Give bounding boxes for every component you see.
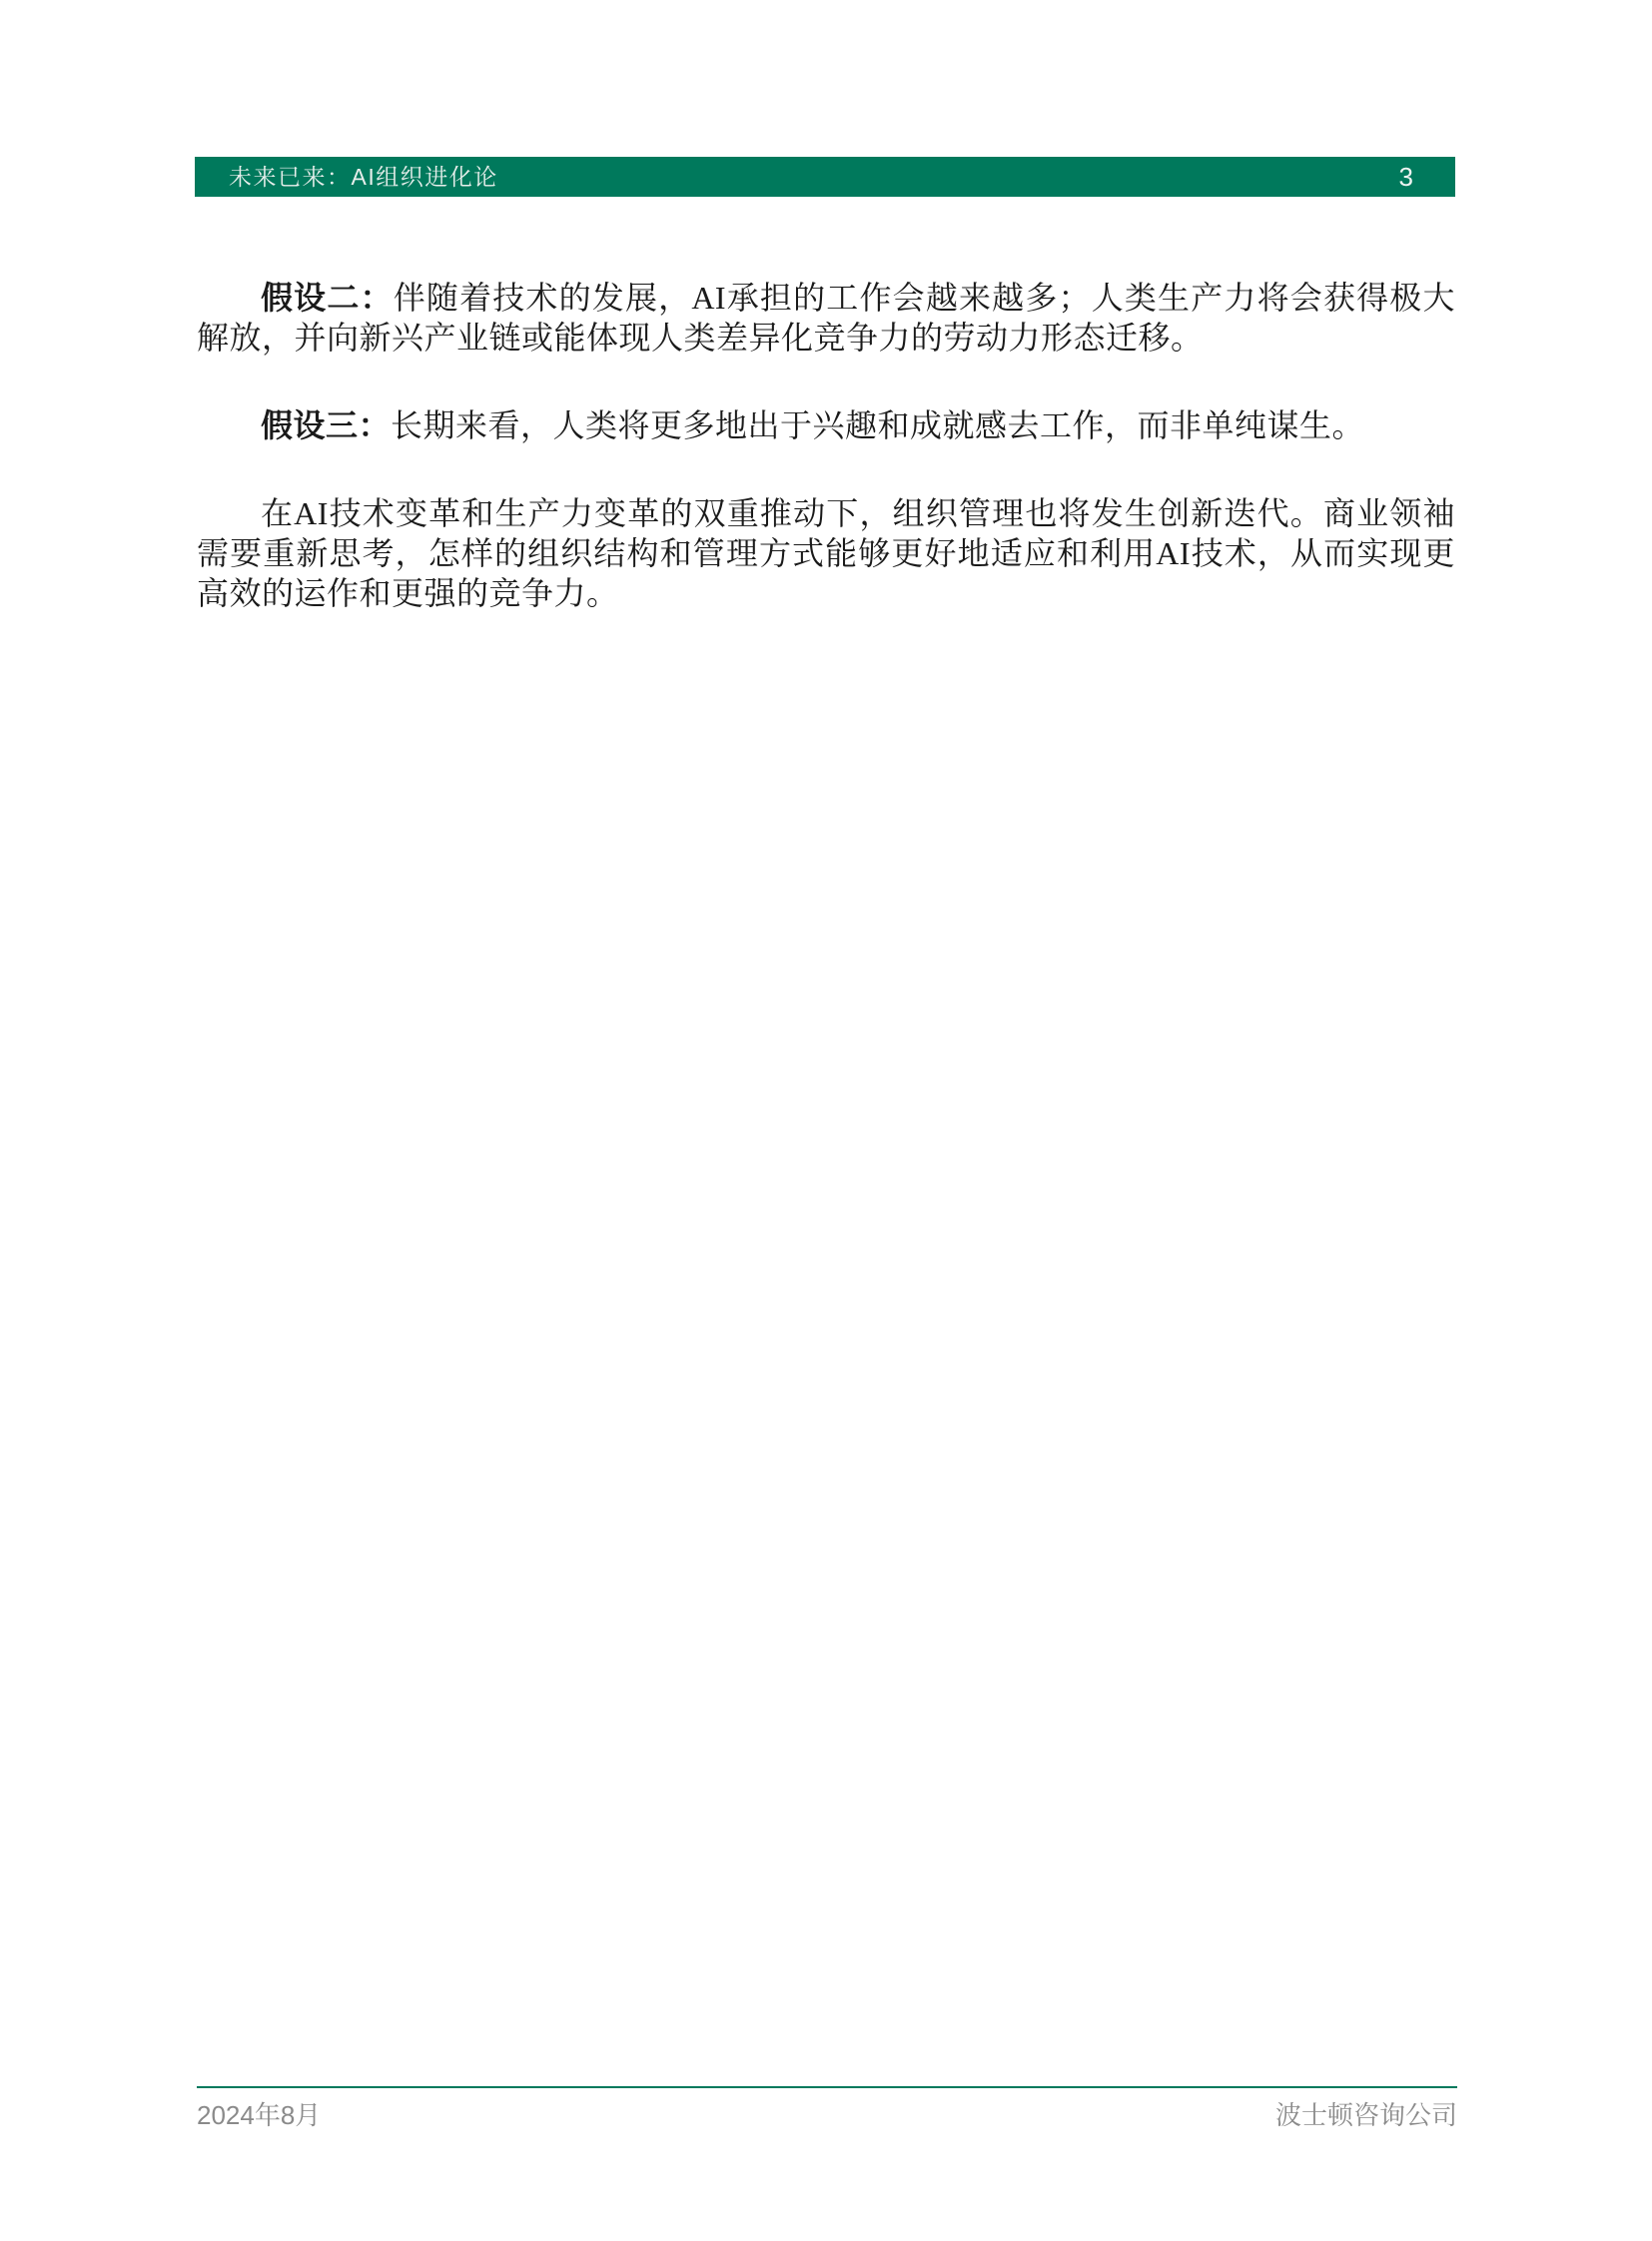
paragraph-hypothesis-3 xyxy=(197,405,1455,445)
paragraph-text: 在AI技术变革和生产力变革的双重推动下，组织管理也将发生创新迭代。商业领袖需要重新思考，怎样的组织结构和管理方式能够更好地适应和利用AI技术，从而实现更高效的运作和更强的竞争力。 xyxy=(197,495,1455,611)
paragraph-lead: 假设二： xyxy=(261,280,394,316)
body-content xyxy=(197,278,1455,661)
footer-company-name: 波士顿咨询公司 xyxy=(1274,2100,1457,2130)
paragraph-hypothesis-2 xyxy=(197,278,1455,358)
footer-date: 2024年8月 xyxy=(197,2100,322,2130)
paragraph-closing xyxy=(197,493,1455,613)
page-footer xyxy=(197,2099,1457,2131)
footer-divider-line xyxy=(197,2086,1457,2088)
paragraph-text: 伴随着技术的发展，AI承担的工作会越来越多；人类生产力将会获得极大解放，并向新兴产业链或能体现人类差异化竞争力的劳动力形态迁移。 xyxy=(197,280,1455,356)
page-header-bar xyxy=(195,157,1455,197)
paragraph-text: 长期来看，人类将更多地出于兴趣和成就感去工作，而非单纯谋生。 xyxy=(391,407,1365,443)
page-number: 3 xyxy=(1398,162,1413,192)
document-title: 未来已来：AI组织进化论 xyxy=(229,163,498,190)
paragraph-lead: 假设三： xyxy=(261,407,392,443)
